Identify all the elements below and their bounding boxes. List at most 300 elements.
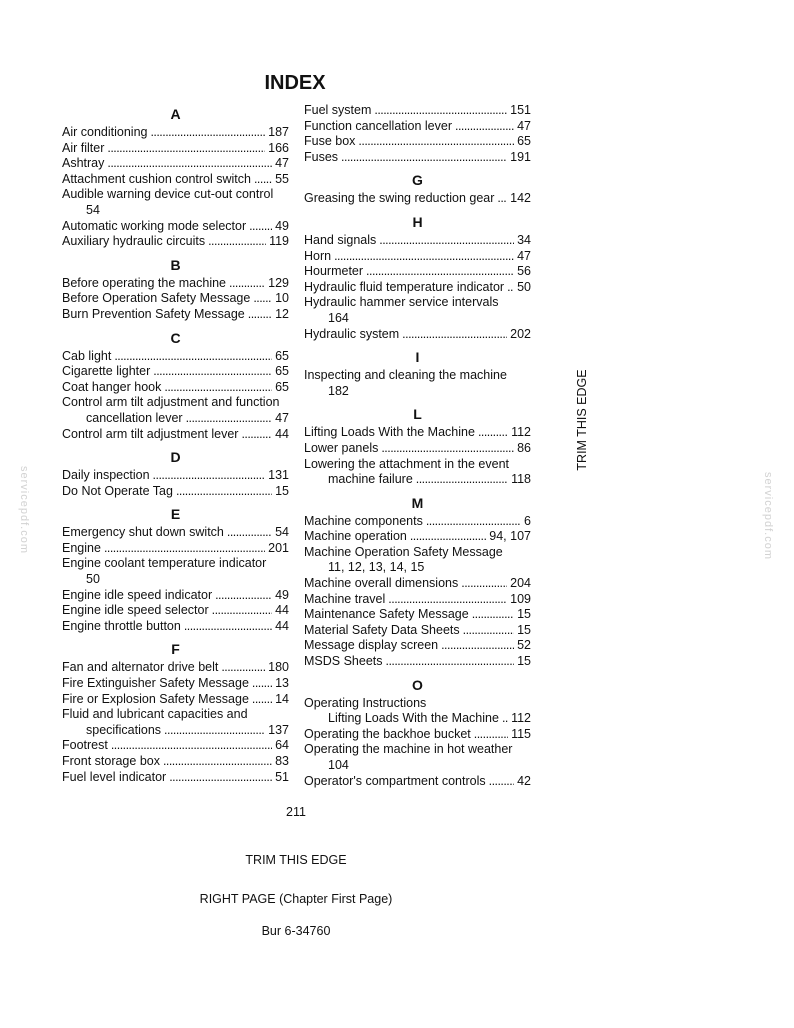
entry-page: 131	[268, 468, 289, 483]
index-entry-line	[62, 660, 289, 676]
index-entry-line	[62, 364, 289, 380]
index-entry-line	[304, 623, 531, 639]
index-entry-line	[304, 774, 531, 790]
index-entry	[304, 654, 531, 670]
index-entry-line	[304, 134, 531, 150]
dot-leader	[248, 307, 272, 323]
index-title: INDEX	[264, 72, 326, 94]
index-entry-line	[62, 754, 289, 770]
entry-page: 180	[268, 660, 289, 675]
entry-page: 119	[269, 234, 289, 249]
dot-leader	[186, 411, 273, 427]
index-entry	[62, 619, 289, 635]
index-entry	[304, 638, 531, 654]
entry-text: Before Operation Safety Message	[62, 291, 251, 306]
index-entry-line	[304, 654, 531, 670]
entry-page: 44	[275, 618, 289, 633]
entry-text: Hydraulic system	[304, 326, 400, 341]
index-entry-line	[62, 541, 289, 557]
dot-leader	[416, 472, 508, 488]
index-entry	[62, 525, 289, 541]
index-entry-line	[304, 327, 531, 343]
watermark-left: servicepdf.com	[18, 466, 30, 554]
entry-text: Fire or Explosion Safety Message	[62, 691, 249, 706]
entry-text: Message display screen	[304, 638, 439, 653]
dot-leader	[164, 380, 272, 396]
index-entry	[62, 349, 289, 365]
entry-text: Air conditioning	[62, 125, 148, 139]
dot-leader	[386, 654, 515, 670]
index-entry	[62, 484, 289, 500]
footer-doc-id: Bur 6-34760	[261, 924, 331, 938]
footer-trim-label: TRIM THIS EDGE	[245, 853, 347, 867]
entry-text: Engine idle speed selector	[62, 603, 209, 618]
entry-text: specifications	[86, 722, 162, 737]
section-letter: D	[170, 449, 181, 466]
index-column-right	[304, 103, 531, 789]
entry-page: 137	[268, 722, 289, 737]
entry-text: Fan and alternator drive belt	[62, 660, 219, 675]
entry-text: Operating Instructions	[304, 695, 427, 710]
index-entry-line	[62, 349, 289, 365]
dot-leader	[374, 103, 507, 119]
index-entry	[62, 427, 289, 443]
index-entry-line	[62, 692, 289, 708]
entry-text: Hydraulic hammer service intervals	[304, 295, 499, 310]
entry-text: Operating the backhoe bucket	[304, 726, 471, 741]
index-entry-line	[304, 264, 531, 280]
dot-leader	[208, 234, 266, 250]
entry-page: 55	[275, 171, 289, 186]
index-entry	[304, 545, 531, 576]
index-entry-line	[62, 738, 289, 754]
dot-leader	[254, 172, 272, 188]
dot-leader	[358, 134, 514, 150]
index-entry-line	[62, 619, 289, 635]
entry-text: Fuel level indicator	[62, 769, 167, 784]
dot-leader	[184, 619, 272, 635]
section-letter: H	[412, 213, 423, 230]
section-letter: B	[170, 256, 181, 273]
entry-text: Cab light	[62, 348, 112, 363]
index-entry-line	[62, 276, 289, 292]
entry-text: Machine components	[304, 513, 423, 528]
dot-leader	[402, 327, 507, 343]
index-entry	[304, 249, 531, 265]
dot-leader	[249, 219, 272, 235]
index-entry	[62, 219, 289, 235]
entry-page: 54	[86, 202, 100, 217]
dot-leader	[114, 349, 272, 365]
dot-leader	[252, 676, 272, 692]
index-entry	[62, 588, 289, 604]
entry-page: 112	[511, 425, 531, 440]
section-letter: G	[412, 172, 423, 189]
index-entry-line	[62, 411, 289, 427]
entry-page: 49	[275, 587, 289, 602]
side-trim-label: TRIM THIS EDGE	[575, 369, 589, 471]
footer-right-page-label: RIGHT PAGE (Chapter First Page)	[199, 892, 393, 906]
index-entry	[62, 556, 289, 587]
entry-text: Lifting Loads With the Machine	[304, 425, 475, 440]
index-entry	[62, 141, 289, 157]
section-letter: O	[412, 676, 423, 693]
entry-page: 10	[275, 291, 289, 306]
entry-text: Burn Prevention Safety Message	[62, 306, 245, 321]
index-entry	[304, 514, 531, 530]
entry-page: 83	[275, 754, 289, 768]
index-entry	[304, 264, 531, 280]
entry-page: 11, 12, 13, 14, 15	[328, 560, 425, 575]
index-entry-line	[62, 172, 289, 188]
index-entry-line	[304, 233, 531, 249]
entry-text: Machine operation	[304, 529, 407, 544]
index-entry	[62, 541, 289, 557]
entry-text: Material Safety Data Sheets	[304, 622, 460, 637]
entry-text: Machine travel	[304, 591, 386, 606]
dot-leader	[107, 156, 272, 172]
index-entry	[304, 623, 531, 639]
entry-page: 47	[517, 248, 531, 263]
index-entry-line	[304, 592, 531, 608]
index-entry-line	[62, 770, 289, 786]
entry-text: Before operating the machine	[62, 275, 226, 290]
dot-leader	[497, 191, 507, 207]
index-entry	[304, 774, 531, 790]
index-entry	[304, 150, 531, 166]
entry-page: 191	[510, 149, 531, 164]
entry-page: 109	[510, 591, 531, 606]
index-entry-line	[62, 156, 289, 172]
dot-leader	[334, 249, 514, 265]
entry-page: 47	[275, 156, 289, 171]
entry-text: Attachment cushion control switch	[62, 171, 251, 186]
entry-text: cancellation lever	[86, 410, 183, 425]
entry-page: 56	[517, 264, 531, 279]
index-entry	[304, 368, 531, 399]
dot-leader	[502, 711, 508, 727]
entry-text: Maintenance Safety Message	[304, 607, 469, 622]
index-entry	[62, 770, 289, 786]
index-entry-line	[62, 484, 289, 500]
index-entry	[304, 103, 531, 119]
entry-page: 112	[511, 711, 531, 726]
index-entry	[304, 425, 531, 441]
index-entry	[304, 742, 531, 773]
dot-leader	[111, 738, 272, 754]
entry-text: Do Not Operate Tag	[62, 483, 173, 498]
entry-text: machine failure	[328, 472, 413, 487]
dot-leader	[472, 607, 514, 623]
entry-page: 64	[275, 738, 289, 753]
index-entry-line	[62, 723, 289, 739]
index-entry-line	[62, 141, 289, 157]
entry-page: 65	[275, 379, 289, 394]
entry-text: Horn	[304, 248, 332, 263]
entry-page: 204	[510, 576, 531, 591]
index-entry	[304, 457, 531, 488]
entry-page: 47	[517, 118, 531, 133]
entry-text: Auxiliary hydraulic circuits	[62, 234, 206, 249]
index-entry	[62, 707, 289, 738]
index-entry	[62, 738, 289, 754]
dot-leader	[212, 603, 272, 619]
index-entry-line	[304, 441, 531, 457]
entry-text: Machine overall dimensions	[304, 576, 459, 591]
index-entry	[62, 187, 289, 218]
index-entry	[304, 280, 531, 296]
entry-page: 13	[275, 676, 289, 691]
dot-leader	[474, 727, 508, 743]
index-entry	[62, 291, 289, 307]
section-letter: E	[170, 506, 181, 523]
dot-leader	[150, 125, 265, 141]
entry-page: 202	[510, 326, 531, 341]
index-entry-line	[62, 291, 289, 307]
entry-page: 12	[275, 306, 289, 321]
index-entry-line	[304, 727, 531, 743]
index-entry-line	[62, 525, 289, 541]
entry-text: Operator's compartment controls	[304, 773, 486, 788]
index-entry	[304, 233, 531, 249]
entry-text: Fuses	[304, 149, 339, 164]
index-entry-line	[62, 468, 289, 484]
index-entry	[62, 692, 289, 708]
index-entry	[62, 380, 289, 396]
entry-text: Engine	[62, 540, 101, 555]
index-entry	[62, 364, 289, 380]
index-entry-line	[62, 603, 289, 619]
entry-page: 54	[275, 525, 289, 540]
dot-leader	[153, 364, 272, 380]
entry-page: 118	[511, 472, 531, 487]
entry-text: Emergency shut down switch	[62, 525, 224, 540]
entry-text: Audible warning device cut-out control	[62, 187, 274, 202]
index-entry	[62, 172, 289, 188]
entry-text: Function cancellation lever	[304, 118, 452, 133]
index-entry	[304, 696, 531, 727]
index-entry	[304, 191, 531, 207]
index-entry-line	[62, 307, 289, 323]
entry-text: Lowering the attachment in the event	[304, 456, 509, 471]
entry-page: 34	[517, 232, 531, 247]
dot-leader	[221, 660, 265, 676]
index-entry	[62, 754, 289, 770]
index-entry-line	[304, 472, 531, 488]
dot-leader	[388, 592, 507, 608]
entry-page: 44	[275, 426, 289, 441]
index-entry-line	[304, 711, 531, 727]
entry-text: Air filter	[62, 140, 105, 155]
index-entry	[62, 468, 289, 484]
index-entry-line	[62, 219, 289, 235]
index-entry	[304, 727, 531, 743]
dot-leader	[241, 427, 272, 443]
entry-page: 49	[275, 218, 289, 233]
dot-leader	[366, 264, 514, 280]
dot-leader	[426, 514, 521, 530]
dot-leader	[455, 119, 514, 135]
index-entry-line	[304, 280, 531, 296]
entry-page: 201	[268, 540, 289, 555]
entry-page: 14	[275, 691, 289, 706]
index-entry-line	[62, 676, 289, 692]
index-entry	[304, 592, 531, 608]
index-entry	[304, 529, 531, 545]
index-entry	[62, 676, 289, 692]
dot-leader	[227, 525, 272, 541]
entry-text: Fuel system	[304, 103, 372, 117]
entry-page: 187	[268, 125, 289, 139]
section-letter: F	[171, 641, 180, 658]
section-letter: C	[170, 329, 181, 346]
entry-page: 104	[328, 758, 349, 772]
entry-text: Lower panels	[304, 440, 379, 455]
entry-page: 142	[510, 191, 531, 206]
dot-leader	[229, 276, 265, 292]
index-entry	[304, 327, 531, 343]
entry-text: Coat hanger hook	[62, 379, 162, 394]
entry-text: Daily inspection	[62, 468, 150, 483]
entry-text: Hydraulic fluid temperature indicator	[304, 279, 505, 294]
index-entry-line	[304, 191, 531, 207]
dot-leader	[461, 576, 507, 592]
entry-text: Engine idle speed indicator	[62, 587, 213, 602]
dot-leader	[341, 150, 507, 166]
entry-page: 15	[275, 483, 289, 498]
index-entry-line	[304, 103, 531, 119]
dot-leader	[176, 484, 272, 500]
entry-text: Lifting Loads With the Machine	[328, 711, 499, 726]
index-entry	[304, 295, 531, 326]
entry-page: 51	[275, 769, 289, 784]
index-column-left	[62, 103, 289, 785]
index-entry	[62, 156, 289, 172]
entry-text: Engine throttle button	[62, 618, 181, 633]
index-entry	[304, 607, 531, 623]
entry-text: Fluid and lubricant capacities and	[62, 707, 248, 722]
index-entry-line	[304, 576, 531, 592]
entry-text: Engine coolant temperature indicator	[62, 556, 267, 571]
entry-page: 15	[517, 654, 531, 669]
index-entry	[62, 307, 289, 323]
index-entry	[304, 119, 531, 135]
index-entry-line	[62, 125, 289, 141]
entry-text: Control arm tilt adjustment and function	[62, 395, 280, 410]
dot-leader	[215, 588, 272, 604]
dot-leader	[478, 425, 508, 441]
entry-text: Control arm tilt adjustment lever	[62, 426, 239, 441]
entry-text: Ashtray	[62, 156, 105, 171]
entry-page: 94, 107	[489, 529, 531, 544]
index-entry-line	[62, 234, 289, 250]
entry-page: 50	[86, 572, 100, 587]
dot-leader	[107, 141, 265, 157]
index-entry	[62, 660, 289, 676]
entry-page: 182	[328, 383, 349, 398]
dot-leader	[489, 774, 514, 790]
section-letter: I	[415, 349, 420, 366]
entry-page: 52	[517, 638, 531, 653]
section-letter: L	[413, 406, 422, 423]
index-entry-line	[62, 380, 289, 396]
index-entry-line	[304, 638, 531, 654]
entry-text: Footrest	[62, 738, 108, 753]
entry-text: Hand signals	[304, 232, 377, 247]
index-entry	[62, 276, 289, 292]
entry-page: 42	[517, 773, 531, 788]
dot-leader	[153, 468, 266, 484]
index-entry-line	[304, 150, 531, 166]
entry-text: Automatic working mode selector	[62, 218, 247, 233]
index-entry-line	[304, 607, 531, 623]
entry-page: 6	[524, 513, 531, 528]
entry-page: 65	[517, 134, 531, 149]
dot-leader	[507, 280, 514, 296]
entry-text: Inspecting and cleaning the machine	[304, 368, 507, 383]
entry-page: 47	[275, 410, 289, 425]
section-letter: M	[411, 494, 424, 511]
dot-leader	[381, 441, 514, 457]
entry-text: Greasing the swing reduction gear	[304, 191, 495, 206]
entry-text: Hourmeter	[304, 264, 364, 279]
index-entry-line	[304, 119, 531, 135]
index-entry-line	[304, 529, 531, 545]
dot-leader	[169, 770, 272, 786]
index-entry-line	[62, 588, 289, 604]
entry-page: 164	[328, 310, 349, 325]
dot-leader	[379, 233, 514, 249]
entry-text: Fire Extinguisher Safety Message	[62, 676, 249, 691]
entry-text: Fuse box	[304, 134, 356, 149]
entry-page: 166	[268, 140, 289, 155]
entry-text: Operating the machine in hot weather	[304, 742, 513, 757]
dot-leader	[104, 541, 265, 557]
entry-page: 15	[517, 622, 531, 637]
entry-page: 50	[517, 279, 531, 294]
entry-page: 65	[275, 364, 289, 379]
index-entry	[304, 134, 531, 150]
index-entry	[62, 395, 289, 426]
entry-page: 15	[517, 607, 531, 622]
entry-text: MSDS Sheets	[304, 654, 383, 669]
entry-page: 151	[510, 103, 531, 117]
dot-leader	[253, 291, 272, 307]
dot-leader	[164, 723, 265, 739]
entry-page: 65	[275, 348, 289, 363]
entry-page: 115	[511, 726, 531, 741]
entry-text: Cigarette lighter	[62, 364, 151, 379]
dot-leader	[463, 623, 514, 639]
dot-leader	[441, 638, 514, 654]
dot-leader	[252, 692, 272, 708]
entry-page: 129	[268, 275, 289, 290]
index-entry-line	[62, 427, 289, 443]
index-entry	[62, 234, 289, 250]
index-entry	[304, 441, 531, 457]
index-entry-line	[304, 425, 531, 441]
entry-text: Machine Operation Safety Message	[304, 544, 503, 559]
index-entry-line	[304, 249, 531, 265]
section-letter: A	[170, 106, 181, 122]
index-entry-line	[304, 514, 531, 530]
index-entry	[62, 125, 289, 141]
page-number: 211	[286, 805, 306, 819]
watermark-right: servicepdf.com	[762, 472, 774, 560]
entry-page: 86	[517, 440, 531, 455]
index-entry	[304, 576, 531, 592]
index-entry	[62, 603, 289, 619]
